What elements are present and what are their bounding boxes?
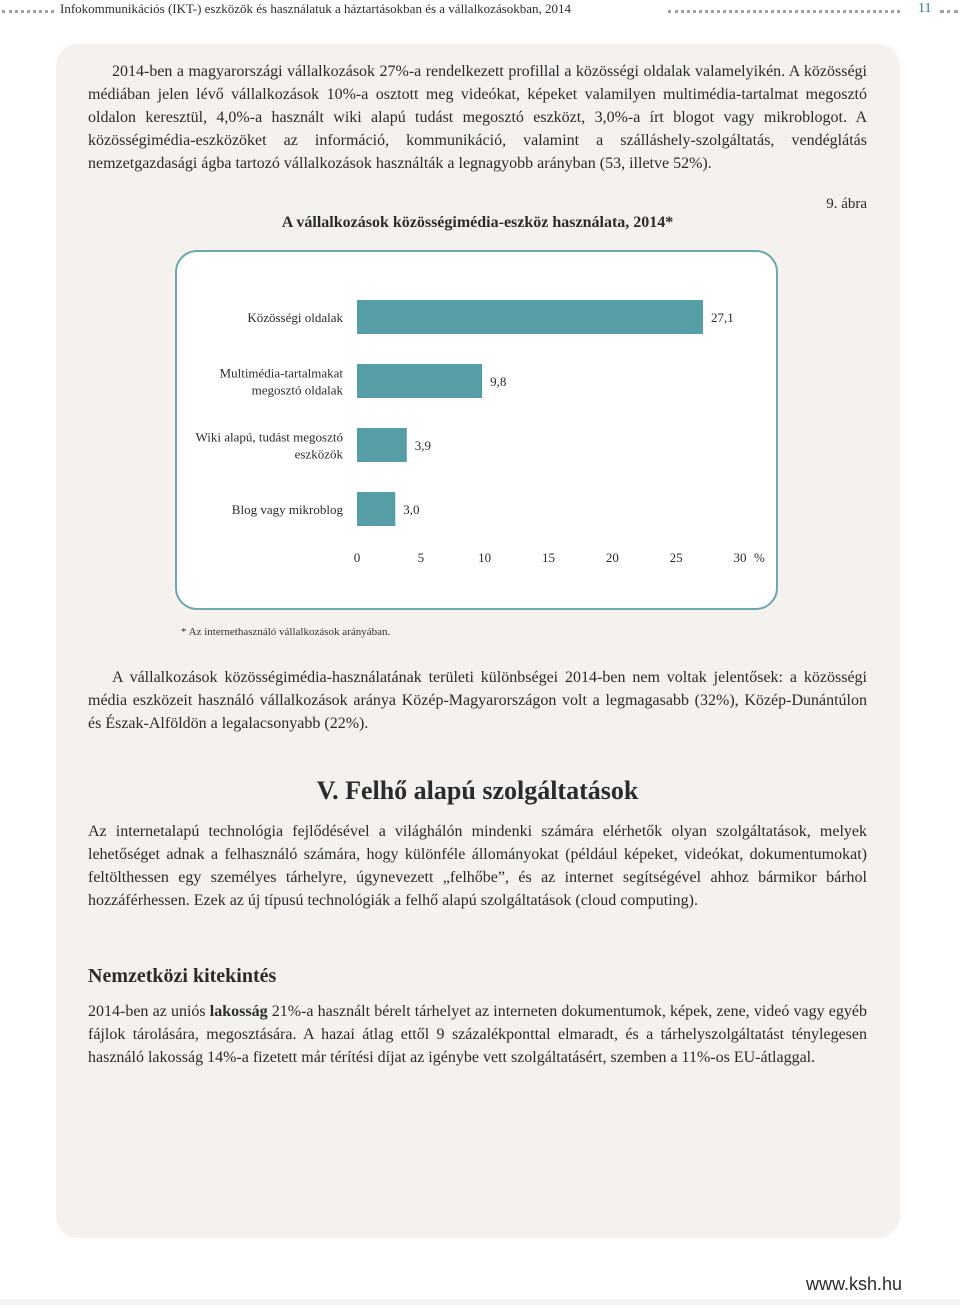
bar-0 [357, 300, 703, 334]
x-tick-label-4: 20 [605, 550, 619, 565]
cloud-paragraph: Az internetalapú technológia fejlődésével a világhálón mindenki számára elérhetők olyan szolgáltatások, melyek lehetőséget adnak a felhasználó számára, hogy különféle állományokat (például képeket, videókat, dokumentumokat) feltölthessen egy személyes tárhelyre, úgynevezett „felhőbe”, és az internet segítségével ahhoz bármikor bárhol hozzáférhessen. Ezek az új típusú technológiák a felhő alapú szolgáltatások (cloud computing). [88, 823, 867, 909]
page-header [0, 0, 960, 22]
category-label-2-1: eszközök [294, 446, 343, 462]
regional-paragraph [88, 666, 867, 735]
bar-3 [357, 492, 395, 526]
intro-first-sentence: 2014-ben a magyarországi vállalkozások 27%-a rendelkezett profillal a közösségi oldalak valamelyikén. [112, 63, 786, 80]
figure-title: A vállalkozások közösségimédia-eszköz használata, 2014* [281, 214, 674, 231]
value-label-3: 3,0 [403, 502, 420, 517]
bar-2 [357, 428, 407, 462]
header-dotted-rule-left [2, 10, 54, 13]
category-label-1-1: megosztó oldalak [251, 382, 343, 398]
category-label-2-0: Wiki alapú, tudást megosztó [195, 429, 343, 445]
intl-text-bold: lakosság [209, 1003, 268, 1020]
page-number: 11 [918, 1, 932, 16]
intro-paragraph [88, 60, 867, 175]
footer-rule [0, 1299, 960, 1305]
x-tick-label-3: 15 [542, 550, 555, 565]
x-tick-label-0: 0 [353, 550, 361, 565]
x-tick-label-6: 30 [733, 550, 747, 565]
bar-1 [357, 364, 482, 398]
x-unit-label: % [754, 550, 765, 565]
regional-text: A vállalkozások közösségimédia-használatának területi különbségei 2014-ben nem voltak jelentősek: a közösségi média eszközeit használó vállalkozások aránya Közép-Magyarországon volt a legmagasabb (32%), Közép-Dunántúlon és Észak-Alföldön a legalacsonyabb (22%). [88, 669, 867, 732]
intl-text-after: 21%-a használt bérelt tárhelyet az interneten dokumentumok, képek, zene, videó vagy egyéb fájlok tárolására, megosztására. A hazai átlag ettől 9 százalékponttal elmaradt, és a tárhelyszolgáltatást ténylegesen használó lakosság 14%-a fizetett már térítési díjat az igénybe vett szolgáltatásért, szemben a 11%-os EU-átlaggal. [88, 1003, 867, 1066]
chart-box [175, 250, 778, 610]
international-paragraph [88, 1000, 867, 1069]
footer-link[interactable]: www.ksh.hu [806, 1274, 903, 1294]
header-dotted-rule-far [940, 10, 958, 13]
subsection-title: Nemzetközi kitekintés [88, 965, 277, 987]
category-label-3-0: Blog vagy mikroblog [231, 502, 343, 517]
value-label-1: 9,8 [490, 374, 507, 389]
x-tick-label-5: 25 [669, 550, 683, 565]
value-label-0: 27,1 [710, 310, 734, 325]
category-label-0-0: Közösségi oldalak [247, 310, 343, 325]
x-tick-label-1: 5 [417, 550, 425, 565]
figure-label: 9. ábra [826, 196, 867, 212]
section-title: V. Felhő alapú szolgáltatások [316, 776, 639, 805]
intro-rest: A közösségi médiában jelen lévő vállalkozások 10%-a osztott meg videókat, képeket valamilyen multimédia-tartalmat megosztó oldalon keresztül, 4,0%-a használt wiki alapú tudást megosztó eszközt, 3,0%-a írt blogot vagy mikroblogot. A közösségimédia-eszközöket az információ, kommunikáció, valamint a szálláshely-szolgáltatás, vendéglátás nemzetgazdasági ágba tartozó vállalkozások használták a legnagyobb arányban (53, illetve 52%). [88, 63, 867, 172]
category-label-1-0: Multimédia-tartalmakat [219, 365, 343, 381]
intl-text-before: 2014-ben az uniós [88, 1003, 210, 1020]
value-label-2: 3,9 [414, 438, 432, 453]
header-title: Infokommunikációs (IKT-) eszközök és használatuk a háztartásokban és a vállalkozásokban, 2014 [60, 1, 572, 16]
header-dotted-rule-right [668, 10, 900, 13]
figure-footnote: * Az internethasználó vállalkozások arányában. [181, 626, 391, 638]
x-tick-label-2: 10 [478, 550, 492, 565]
bar-chart [177, 252, 777, 608]
